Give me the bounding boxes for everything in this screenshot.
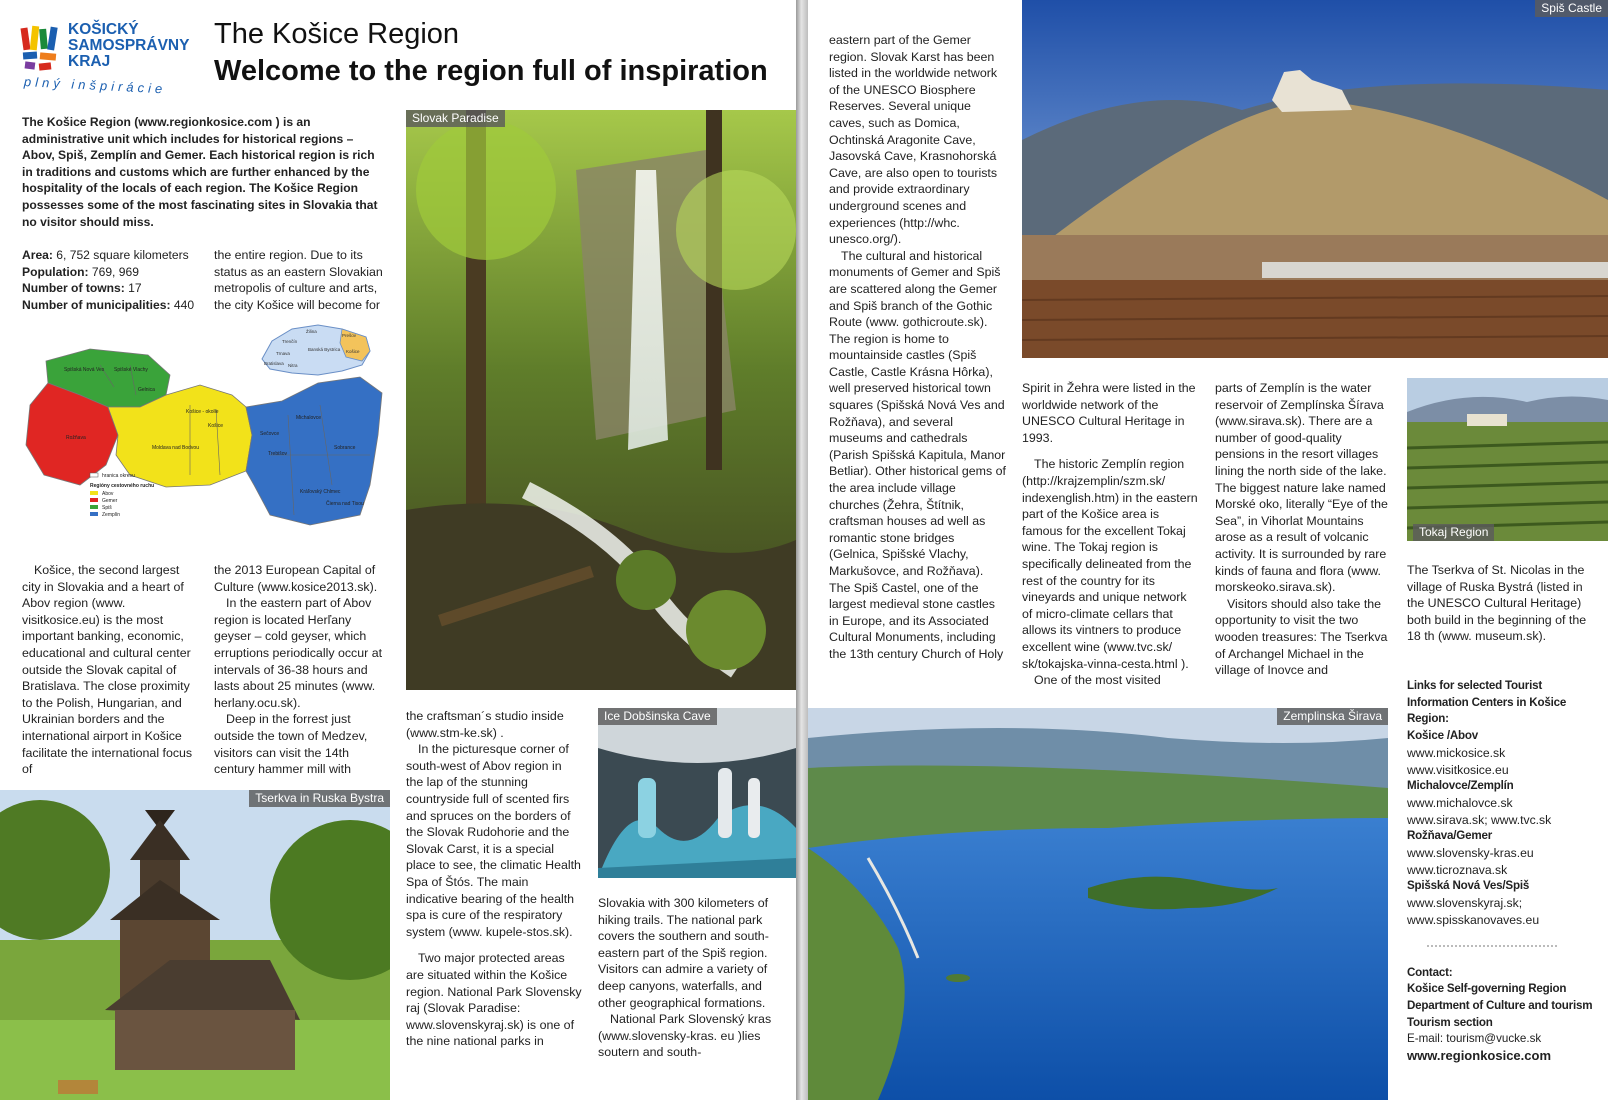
logo-line-3: KRAJ <box>68 53 111 70</box>
svg-text:Bratislava: Bratislava <box>264 361 284 366</box>
photo-slovak-paradise <box>406 110 796 690</box>
photo-ice-cave <box>598 708 796 878</box>
link[interactable]: www.visitkosice.eu <box>1407 762 1509 777</box>
svg-text:Žilina: Žilina <box>306 329 317 334</box>
spis-castle-image <box>1022 0 1608 358</box>
caption-spis-castle: Spiš Castle <box>1535 0 1608 17</box>
svg-text:Gemer: Gemer <box>102 498 118 504</box>
logo-tagline: plný inšpirácie <box>23 74 167 97</box>
fact-population: Population: 769, 969 <box>22 264 139 279</box>
svg-text:Banská Bystrica: Banská Bystrica <box>308 347 341 352</box>
svg-text:Regióny cestovného ruchu: Regióny cestovného ruchu <box>90 483 155 489</box>
links-group-spis: Spišská Nová Ves/Spiš www.slovenskyraj.sk; www.spisskanovaves.eu <box>1407 878 1597 928</box>
caption-tserkva: Tserkva in Ruska Bystra <box>249 790 390 807</box>
column-1b-text: Košice, the second largest city in Slovakia and a heart of Abov region (www. visitkosice.eu) is the most important banking, economic, educational and cultural center outside the Slovak capital of Bratislava. The close proximity to the Polish, Hungarian, and Ukrainian borders and the international airport in Košice facilitate the international focus of <box>22 563 193 777</box>
svg-text:Prešov: Prešov <box>342 333 357 338</box>
column-4-text: Slovakia with 300 kilometers of hiking trails. The national park covers the southern and south-eastern part of the Spiš region. Visitors can admire a variety of deep canyons, waterfalls, and other geographical formations. National Park Slovenský kras (www.slovensky-kras. eu )lies soutern and south- <box>598 896 772 1060</box>
fact-municipalities: Number of municipalities: 440 <box>22 297 195 312</box>
contact-website[interactable]: www.regionkosice.com <box>1407 1048 1552 1064</box>
caption-zemplinska-sirava: Zemplinska Širava <box>1277 708 1388 725</box>
logo-line-1: KOŠICKÝ <box>68 21 139 38</box>
link[interactable]: www.ticroznava.sk <box>1407 862 1508 877</box>
svg-text:Trnava: Trnava <box>276 351 290 356</box>
facts-list <box>22 247 207 313</box>
logo-mark-icon <box>20 24 68 74</box>
logo <box>20 22 195 102</box>
fact-towns: Number of towns: 17 <box>22 281 142 296</box>
link[interactable]: www.sirava.sk; www.tvc.sk <box>1407 812 1552 827</box>
svg-text:Nitra: Nitra <box>288 363 298 368</box>
map-label: Čierna nad Tisou <box>326 501 364 507</box>
link[interactable]: www.michalovce.sk <box>1407 795 1513 810</box>
column-1a-text: the entire region. Due to its status as an eastern Slovakian metropolis of culture and arts, the city Košice will become for <box>214 248 383 312</box>
map-label: Gelnica <box>138 387 155 393</box>
slovakia-inset-map <box>258 321 374 379</box>
svg-text:Trenčín: Trenčín <box>282 339 298 344</box>
caption-tokaj: Tokaj Region <box>1413 524 1494 541</box>
map-label: Sečovce <box>260 431 280 437</box>
map-label: Michalovce <box>296 415 322 421</box>
svg-text:Košice: Košice <box>346 349 360 354</box>
wooden-church-image <box>0 790 390 1100</box>
tourist-info-links <box>1407 678 1597 1065</box>
link[interactable]: www.mickosice.sk <box>1407 745 1506 760</box>
logo-line-2: SAMOSPRÁVNY <box>68 37 190 54</box>
column-r1-text: eastern part of the Gemer region. Slovak Karst has been listed in the worldwide network of the UNESCO Biosphere Reserves. Several unique caves, such as Domica, Ochtinská Aragonite Cave, Jasovská Cave, Krasnohorská Cave, are also open to tourists and provide extraordinary underground scenes and experiences (http://whc. unesco.org/). The cultural and historical monuments of Gemer and Spiš are scattered along the Gemer and Spiš branch of the Gothic Route (www. gothicroute.sk). The region is home to mountainside castles (Spiš Castle, Castle Krásna Hôrka), well preserved historical town squares (Spišská Nová Ves and Rožňava), and several museums and cathedrals (Parish Spišská Kapitula, Manor Betliar). Other historical gems of the area include village churches (Žehra, Štítnik, craftsman houses ad well as romantic stone bridges (Gelnica, Spišské Vlachy, Markušovce, and Rožňava). The Spiš Castel, one of the largest medieval stone castles in Europe, and its Associated Cultural Monuments, including the 13th century Church of Holy <box>829 33 1006 661</box>
spine <box>796 0 808 1100</box>
column-2b-text: the 2013 European Capital of Culture (www.kosice2013.sk). In the eastern part of Abov region is located Herľany geyser – cold geyser, which erruptions periodically occur at intervals of 36-38 hours and lasts about 25 minutes (www. herlany.ocu.sk). Deep in the forrest just outside the town of Medzev, visitors can visit the 14th century hammer mill with <box>214 563 383 777</box>
caption-slovak-paradise: Slovak Paradise <box>406 110 505 127</box>
waterfall-image <box>406 110 796 690</box>
photo-zemplinska-sirava <box>808 708 1388 1100</box>
fact-area: Area: 6, 752 square kilometers <box>22 248 189 262</box>
link[interactable]: www.slovensky-kras.eu <box>1407 846 1534 861</box>
divider <box>1427 945 1557 947</box>
photo-tokaj <box>1407 378 1608 541</box>
column-r2-text: Spirit in Žehra were listed in the worldwide network of the UNESCO Cultural Heritage in 1993. The historic Zemplín region (http://krajzemplin/szm.sk/ indexenglish.htm) in the eastern part of the Košice area is famous for the excellent Tokaj wine. The Tokaj region is specifically delineated from the rest of the country for its vineyards and unique network of micro-climate cellars that allows its vintners to produce excellent wine (www.tvc.sk/ sk/tokajska-vinna-cesta.html ). One of the most visited <box>1022 381 1198 688</box>
contact-email[interactable]: E-mail: tourism@vucke.sk <box>1407 1032 1542 1046</box>
links-group-roznava: Rožňava/Gemer www.slovensky-kras.eu www.ticroznava.sk <box>1407 828 1597 878</box>
map-label: Moldava nad Bodvou <box>152 445 199 451</box>
intro-paragraph: The Košice Region (www.regionkosice.com ) is an administrative unit which includes for historical regions – Abov, Spiš, Zemplín and Gemer. Each historical region is rich in traditions and customs which are further enhanced by the hospitality of the locals of each region. The Košice Region possesses some of the most fascinating sites in Slovakia that no visitor should miss. <box>22 115 378 229</box>
svg-text:Zemplín: Zemplín <box>102 512 121 518</box>
lake-image <box>808 708 1388 1100</box>
vineyard-image <box>1407 378 1608 541</box>
link[interactable]: www.spisskanovaves.eu <box>1407 912 1540 927</box>
column-r4-text: The Tserkva of St. Nicolas in the village of Ruska Bystrá (listed in the UNESCO Cultural Heritage) both build in the beginning of the 18 th (www. museum.sk). <box>1407 563 1587 644</box>
column-r3-text: parts of Zemplín is the water reservoir of Zemplínska Šírava (www.sirava.sk). There are a number of good-quality pensions in the resort villages lining the north side of the lake. The biggest nature lake named Morské oko, literally “Eye of the Sea”, in Vihorlat Mountains arose as a result of volcanic activity. It is surrounded by rare kinds of fauna and flora (www. morskeoko.sirava.sk). Visitors should also take the opportunity to visit the two wooden treasures: The Tserkva of Archangel Michael in the village of Inovce and <box>1215 381 1388 678</box>
map-label: Košice <box>208 423 224 429</box>
svg-text:Abov: Abov <box>102 491 114 497</box>
left-page <box>0 0 796 1100</box>
links-group-kosice: Košice /Abov www.mickosice.sk www.visitkosice.eu <box>1407 728 1597 778</box>
links-group-michalovce: Michalovce/Zemplín www.michalovce.sk www.sirava.sk; www.tvc.sk <box>1407 778 1597 828</box>
links-heading: Links for selected Tourist Information Centers in Košice Region: <box>1407 679 1567 726</box>
photo-tserkva <box>0 790 390 1100</box>
map-label: Košice - okolie <box>186 409 219 415</box>
ice-cave-image <box>598 708 796 878</box>
map-label: Sobrance <box>334 445 356 451</box>
map-label: Kráľovský Chlmec <box>300 489 341 495</box>
region-map <box>20 325 390 535</box>
map-label: Trebišov <box>268 451 287 457</box>
caption-ice-cave: Ice Dobšinska Cave <box>598 708 717 725</box>
link[interactable]: www.slovenskyraj.sk; <box>1407 896 1523 911</box>
photo-spis-castle <box>1022 0 1608 358</box>
contact-block: Contact: Košice Self-governing Region Department of Culture and tourism Tourism section E-mail: tourism@vucke.sk www.regionkosice.com <box>1407 965 1597 1065</box>
map-label: Spišské Vlachy <box>114 367 148 373</box>
page-subtitle: Welcome to the region full of inspiration <box>214 55 768 87</box>
column-3-text: the craftsman´s studio inside (www.stm-ke.sk) . In the picturesque corner of south-west of Abov region in the lap of the stunning countryside full of scented firs and spruces on the borders of the Slovak Rudohorie and the Slovak Carst, it is a special place to see, the climatic Health Spa of Štós. The main indicative bearing of the health spa is cure of the respiratory system (www. kupele-stos.sk). Two major protected areas are situated within the Košice region. National Park Slovensky raj (Slovak Paradise: www.slovenskyraj.sk) is one of the nine national parks in <box>406 709 582 1049</box>
map-label: Rožňava <box>66 435 86 441</box>
page-title: The Košice Region <box>214 18 460 50</box>
map-label: Spišská Nová Ves <box>64 367 105 373</box>
svg-text:hranica okresu: hranica okresu <box>102 473 135 479</box>
svg-text:Spiš: Spiš <box>102 505 112 511</box>
